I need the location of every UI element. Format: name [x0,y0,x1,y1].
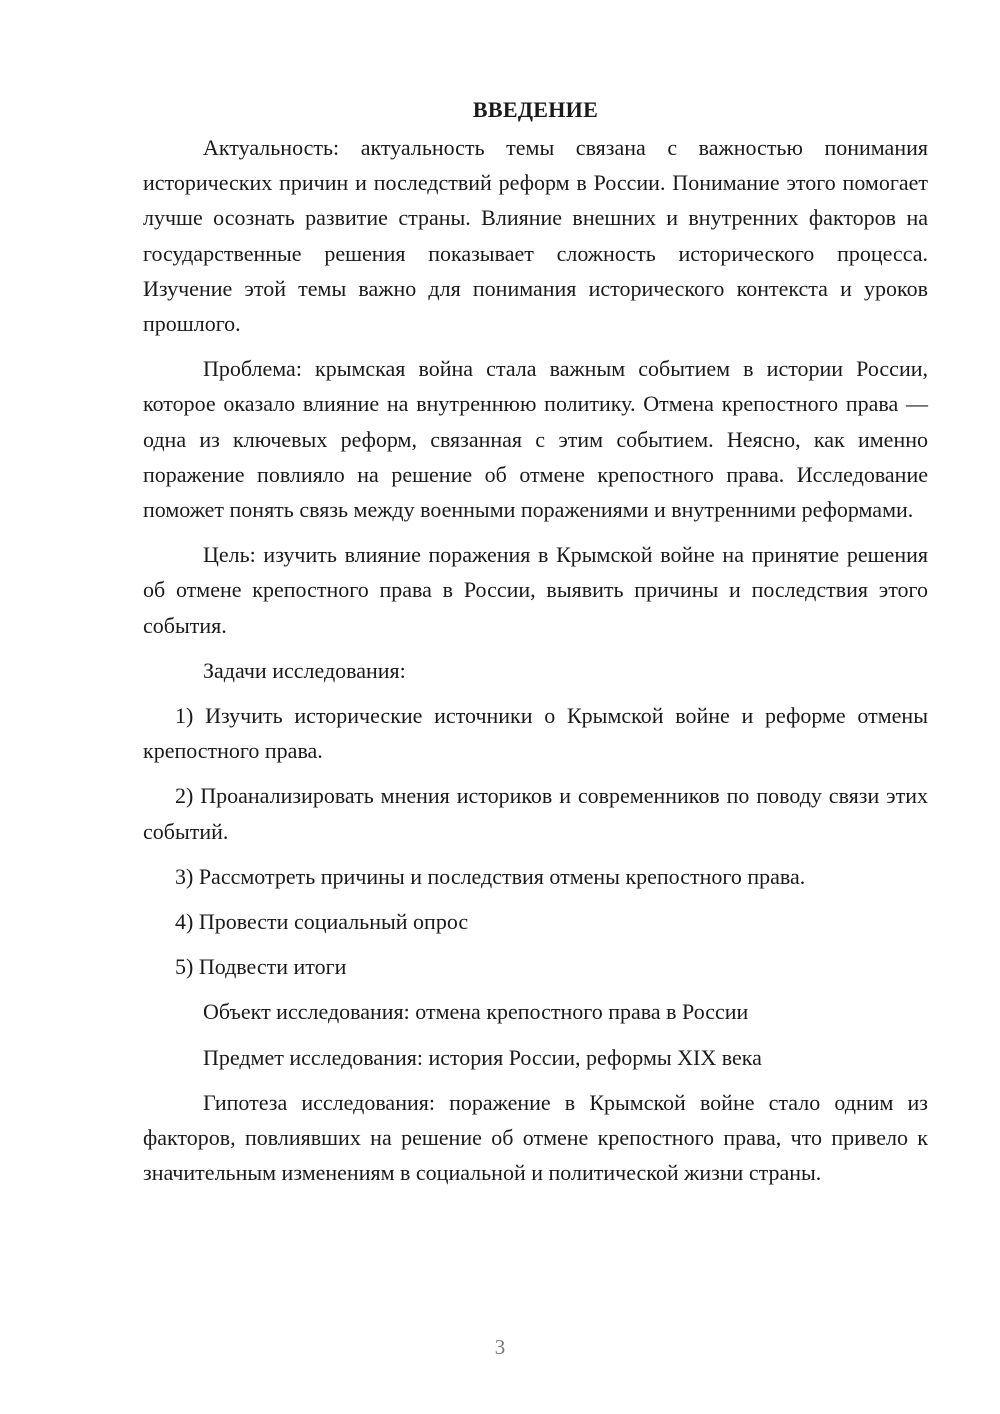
task-item-4: 4) Провести социальный опрос [175,909,469,935]
hypothesis-paragraph: Гипотеза исследования: поражение в Крымской войне стало одним из факторов, повлиявших на решение об отмене крепостного права, что привело к значительным изменениям в социальной и политической жизни страны. [143,1089,928,1186]
document-page [143,92,928,1190]
section-title: ВВЕДЕНИЕ [472,97,599,122]
relevance-paragraph: Актуальность: актуальность темы связана с важностью понимания исторических причин и последствий реформ в России. Понимание этого помогает лучше осознать развитие страны. Влияние внешних и внутренних факторов на государственные решения показывает сложность исторического процесса. Изучение этой темы важно для понимания исторического контекста и уроков прошлого. [143,135,928,337]
problem-paragraph: Проблема: крымская война стала важным событием в истории России, которое оказало влияние на внутреннюю политику. Отмена крепостного права — одна из ключевых реформ, связанная с этим событием. Неясно, как именно поражение повлияло на решение об отмене крепостного права. Исследование поможет понять связь между военными поражениями и внутренними реформами. [143,356,928,523]
goal-paragraph: Цель: изучить влияние поражения в Крымской войне на принятие решения об отмене крепостного права в России, выявить причины и последствия этого события. [143,542,928,638]
task-item-1: 1) Изучить исторические источники о Крымской войне и реформе отмены крепостного права. [143,703,928,764]
object-paragraph: Объект исследования: отмена крепостного права в России [203,999,749,1025]
page-number: 3 [494,1335,506,1359]
subject-paragraph: Предмет исследования: история России, реформы XIX века [203,1044,762,1070]
task-item-2: 2) Проанализировать мнения историков и современников по поводу связи этих событий. [143,783,928,844]
task-item-3: 3) Рассмотреть причины и последствия отмены крепостного права. [175,863,806,889]
task-item-5: 5) Подвести итоги [175,954,347,980]
tasks-heading: Задачи исследования: [203,657,406,683]
